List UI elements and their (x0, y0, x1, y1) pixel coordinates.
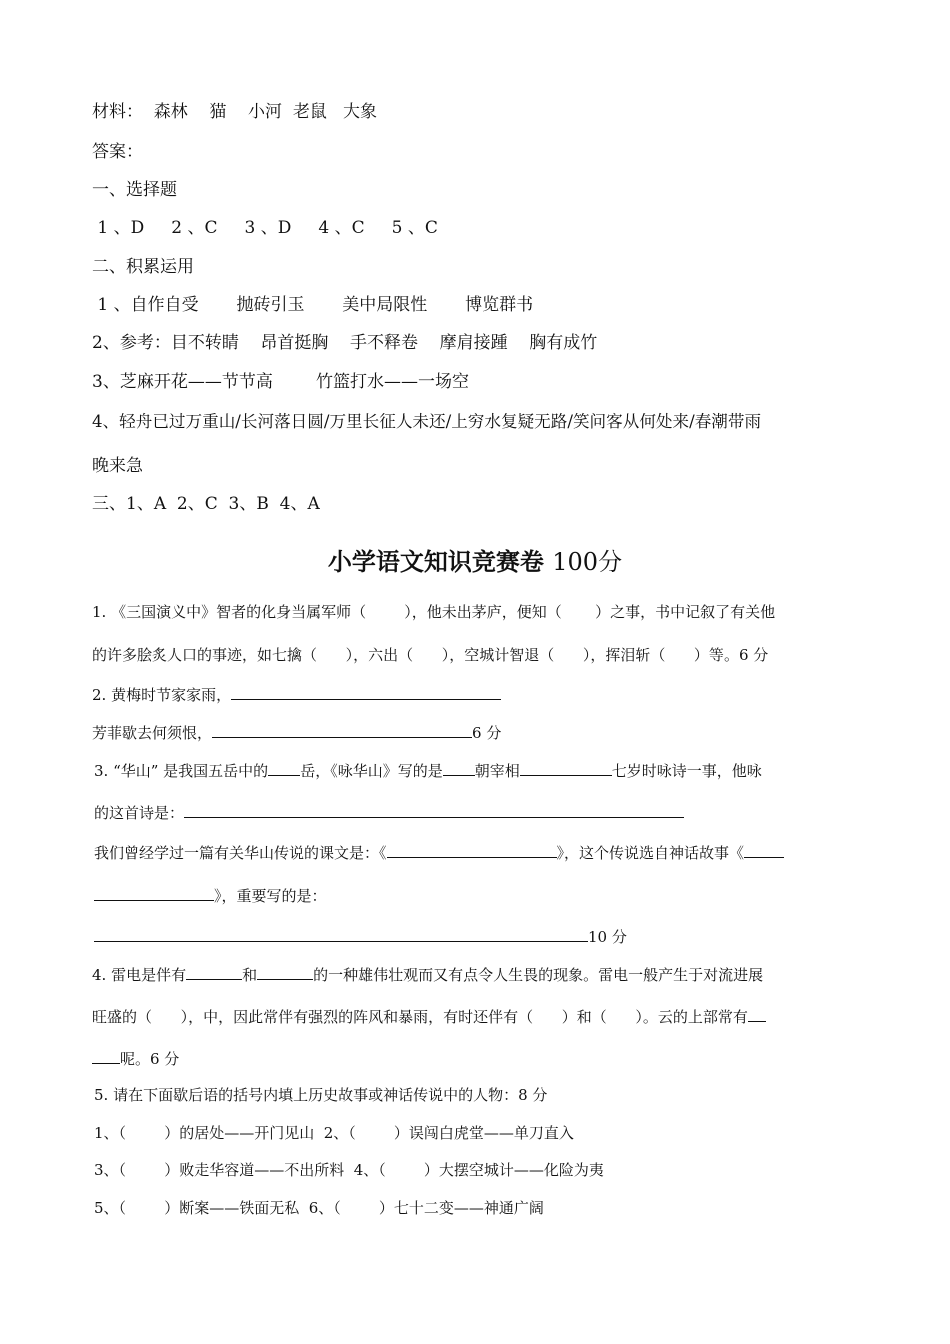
q4-line3 (92, 1047, 179, 1070)
q1-line1: 1. 《三国演义中》智者的化身当属军师（ ），他未出茅庐，便知（ ）之事，书中记叙了有关他 (92, 603, 776, 621)
q5-row1: 1、（ ）的居处——开门见山 2、（ ）误闯白虎堂——单刀直入 (94, 1124, 574, 1142)
q3-line2 (94, 801, 684, 824)
q5-heading: 5. 请在下面歇后语的括号内填上历史故事或神话传说中的人物：8 分 (94, 1086, 548, 1104)
q4-line2-text: 旺盛的（ ），中，因此常伴有强烈的阵风和暴雨，有时还伴有（ ）和（ ）。云的上部常有 (92, 1008, 748, 1026)
q2-score: 6 分 (472, 724, 502, 742)
q2-line2-text: 芳菲歇去何须恨， (92, 724, 213, 742)
q3-line3 (94, 841, 784, 864)
q4-blank-3b[interactable] (92, 1047, 120, 1064)
q3-blank-minister[interactable] (520, 759, 612, 776)
q5-row3: 5、（ ）断案——铁面无私 6、（ ）七十二变——神通广阔 (94, 1199, 544, 1217)
q3-line2-text: 的这首诗是： (94, 804, 185, 822)
section3-answers: 三、1、A 2、C 3、B 4、A (92, 494, 320, 514)
q3-line1 (94, 759, 762, 782)
q3-blank-lesson[interactable] (387, 841, 557, 858)
q4-blank-1[interactable] (186, 963, 242, 980)
q3-line1-text-a: 3. “华山” 是我国五岳中的 (94, 762, 269, 780)
q5-row2: 3、（ ）败走华容道——不出所料 4、（ ）大摆空城计——化险为夷 (94, 1161, 604, 1179)
exam-title (0, 542, 950, 577)
exam-title-score: 100分 (552, 548, 623, 576)
q3-line5 (94, 925, 627, 948)
q4-line3-text: 呢。6 分 (120, 1050, 180, 1068)
section1-answers: 1 、D 2 、C 3 、D 4 、C 5 、C (92, 218, 438, 238)
section2-heading: 二、积累运用 (92, 257, 194, 277)
q4-line1-text-c: 的一种雄伟壮观而又有点令人生畏的现象。雷电一般产生于对流进展 (313, 966, 764, 984)
q3-blank-mountain[interactable] (268, 759, 300, 776)
q1-line2: 的许多脍炙人口的事迹，如七擒（ ），六出（ ），空城计智退（ ），挥泪斩（ ）等。6 分 (92, 646, 769, 664)
section2-q4-line1: 4、轻舟已过万重山/长河落日圆/万里长征人未还/上穷水复疑无路/笑问客从何处来/春潮带雨 (92, 412, 762, 431)
q2-line2 (92, 721, 501, 744)
q3-blank-story-b[interactable] (94, 884, 214, 901)
q3-line3-text-a: 我们曾经学过一篇有关华山传说的课文是：《 (94, 844, 387, 862)
q3-line4 (94, 884, 327, 907)
q3-line3-text-b: 》，这个传说选自神话故事《 (556, 844, 745, 862)
q3-line1-text-c: 朝宰相 (474, 762, 520, 780)
q3-line4-text: 》，重要写的是： (214, 887, 327, 905)
q4-line1-text-b: 和 (242, 966, 258, 984)
answer-label: 答案： (92, 142, 143, 162)
section2-q1: 1 、自作自受 抛砖引玉 美中局限性 博览群书 (92, 295, 534, 315)
materials-line: 材料： 森林 猫 小河 老鼠 大象 (92, 102, 378, 122)
q2-blank-1[interactable] (231, 683, 501, 700)
q4-blank-3a[interactable] (748, 1005, 766, 1022)
q3-blank-content[interactable] (94, 925, 588, 942)
q4-line1-text-a: 4. 雷电是伴有 (92, 966, 187, 984)
q2-line1 (92, 683, 501, 706)
section2-q4-line2: 晚来急 (92, 456, 143, 476)
q3-line1-text-b: 岳，《咏华山》写的是 (300, 762, 443, 780)
section2-q2: 2、参考：目不转睛 昂首挺胸 手不释卷 摩肩接踵 胸有成竹 (92, 333, 598, 353)
section1-heading: 一、选择题 (92, 180, 177, 200)
q3-blank-dynasty[interactable] (443, 759, 475, 776)
q4-line1 (92, 963, 763, 986)
q4-blank-2[interactable] (257, 963, 313, 980)
section2-q3: 3、芝麻开花——节节高 竹篮打水——一场空 (92, 372, 470, 392)
q3-blank-poem[interactable] (184, 801, 684, 818)
q3-score: 10 分 (588, 928, 627, 946)
q2-blank-2[interactable] (212, 721, 472, 738)
q3-line1-text-d: 七岁时咏诗一事，他咏 (611, 762, 762, 780)
q4-line2 (92, 1005, 766, 1028)
q3-blank-story-a[interactable] (744, 841, 784, 858)
exam-title-text: 小学语文知识竞赛卷 (327, 547, 544, 576)
q2-line1-text: 2. 黄梅时节家家雨， (92, 686, 232, 704)
